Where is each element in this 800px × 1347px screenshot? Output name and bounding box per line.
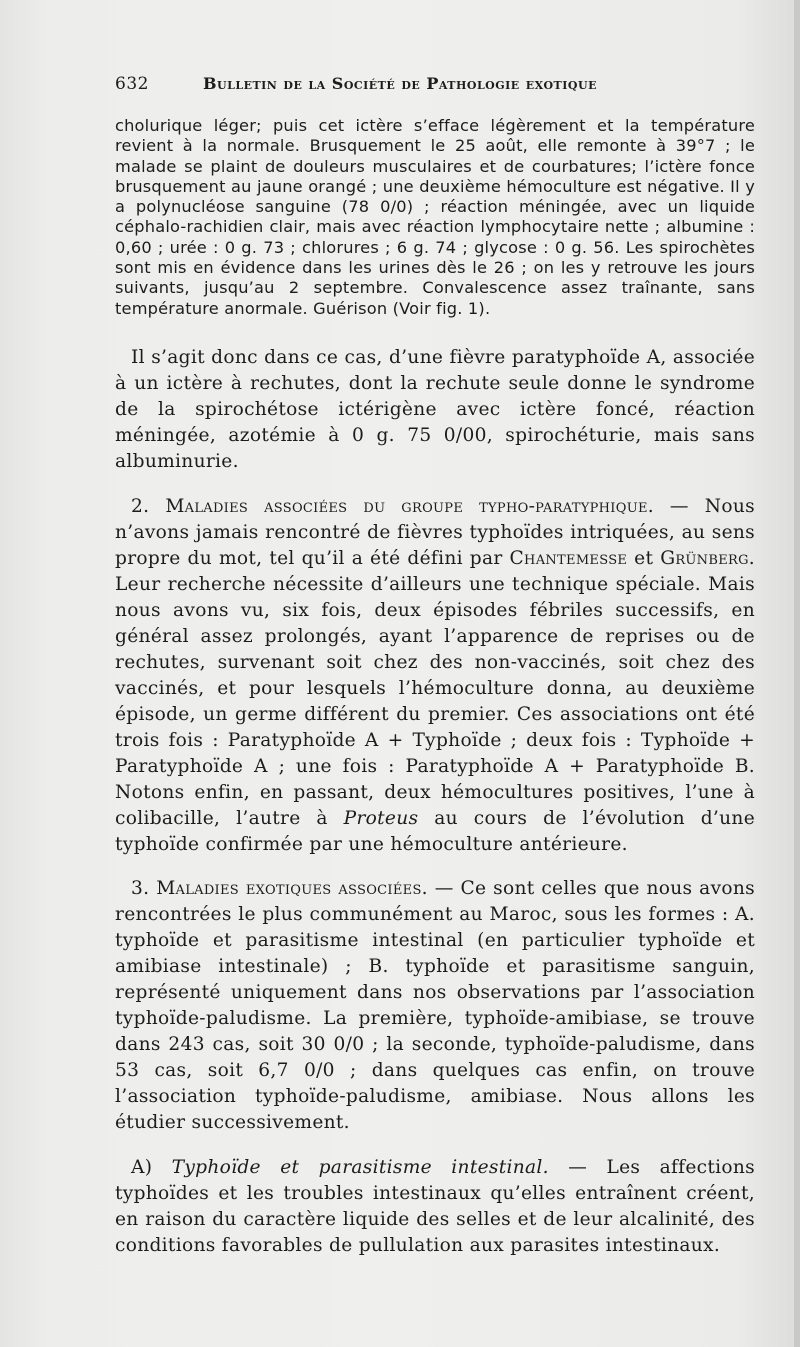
paragraph-text: Nous n’avons jamais rencontré de fièvres typhoïdes intriquées, au sens propre du mot, tel qu’il a été défini par (115, 495, 755, 569)
author-name: Grünberg (660, 547, 749, 569)
journal-title: Bulletin de la Société de Pathologie exotique (203, 74, 597, 93)
paragraph-text: et (627, 547, 661, 569)
section-heading: Maladies exotiques associées. (156, 878, 428, 900)
em-dash: — (427, 878, 461, 900)
em-dash: — (548, 1156, 607, 1178)
paragraph-text: Les affections typhoïdes et les troubles intestinaux qu’elles entraînent créent, en raison du caractère liquide des selles et de leur alcalinité, des conditions favorables de pullulation aux parasites intestinaux. (115, 1156, 755, 1256)
paragraph-case-description: cholurique léger; puis cet ictère s’efface légèrement et la température revient à la normale. Brusquement le 25 août, elle remonte à 39°7 ; le malade se plaint de douleurs musculaires et de courbatures; l’ictère fonce brusquement au jaune orangé ; une deuxième hémoculture est négative. Il y a polynucléose sanguine (78 0/0) ; réaction méningée, avec un liquide céphalo-rachidien clair, mais avec réaction lymphocytaire nette ; albumine : 0,60 ; urée : 0 g. 73 ; chlorures ; 6 g. 74 ; glycose : 0 g. 56. Les spirochètes sont mis en évidence dans les urines dès le 26 ; on les y retrouve les jours suivants, jusqu’au 2 septembre. Convalescence assez traînante, sans température anormale. Guérison (Voir fig. 1). (115, 116, 755, 318)
paragraph-intestinal-parasitism (115, 1155, 755, 1259)
section-heading: Maladies associées du groupe typho-paratyphique. (165, 495, 654, 517)
em-dash: — (653, 495, 705, 517)
paragraph-text: . Leur recherche nécessite d’ailleurs une technique spéciale. Mais nous avons vu, six fois, deux épisodes fébriles successifs, en général assez prolongés, ayant l’apparence de reprises ou de rechutes, survenant soit chez des non-vaccinés, soit chez des vaccinés, et pour lesquels l’hémoculture donna, au deuxième épisode, un germe différent du premier. Ces associations ont été trois fois : Paratyphoïde A + Typhoïde ; deux fois : Typhoïde + Paratyphoïde A ; une fois : Paratyphoïde A + Paratyphoïde B. Notons enfin, en passant, deux hémocultures positives, l’une à colibacille, l’autre à (115, 547, 755, 829)
running-header (115, 74, 765, 94)
section-number: 2. (131, 495, 150, 517)
author-name: Chantemesse (509, 547, 628, 569)
paragraph-text: au cours de l’évolution d’une typhoïde confirmée par une hémoculture antérieure. (115, 807, 755, 855)
paragraph-case-summary: Il s’agit donc dans ce cas, d’une fièvre paratyphoïde A, associée à un ictère à rechutes, dont la rechute seule donne le syndrome de la spirochétose ictérigène avec ictère foncé, réaction méningée, azotémie à 0 g. 75 0/00, spirochéturie, mais sans albuminurie. (115, 346, 755, 472)
page-edge-shadow (794, 0, 800, 1347)
subsection-label: A) (131, 1156, 172, 1178)
paragraph-text: Ce sont celles que nous avons rencontrées le plus communément au Maroc, sous les formes : A. typhoïde et parasitisme intestinal (en particulier typhoïde et amibiase intestinale) ; B. typhoïde et parasitisme sanguin, représenté uniquement dans nos observations par l’association typhoïde-paludisme. La première, typhoïde-amibiase, se trouve dans 243 cas, soit 30 0/0 ; la seconde, typhoïde-paludisme, dans 53 cas, soit 6,7 0/0 ; dans quelques cas enfin, on trouve l’association typhoïde-paludisme, amibiase. Nous allons les étudier successivement. (115, 878, 755, 1134)
section-number: 3. (131, 878, 150, 900)
paragraph-exotic-associations (115, 876, 755, 1136)
article-body (115, 116, 755, 1277)
paragraph-typho-paratyphoid-associations (115, 494, 755, 858)
page-number: 632 (115, 74, 149, 94)
species-name: Proteus (343, 807, 419, 829)
subsection-heading: Typhoïde et parasitisme intestinal. (171, 1156, 549, 1178)
